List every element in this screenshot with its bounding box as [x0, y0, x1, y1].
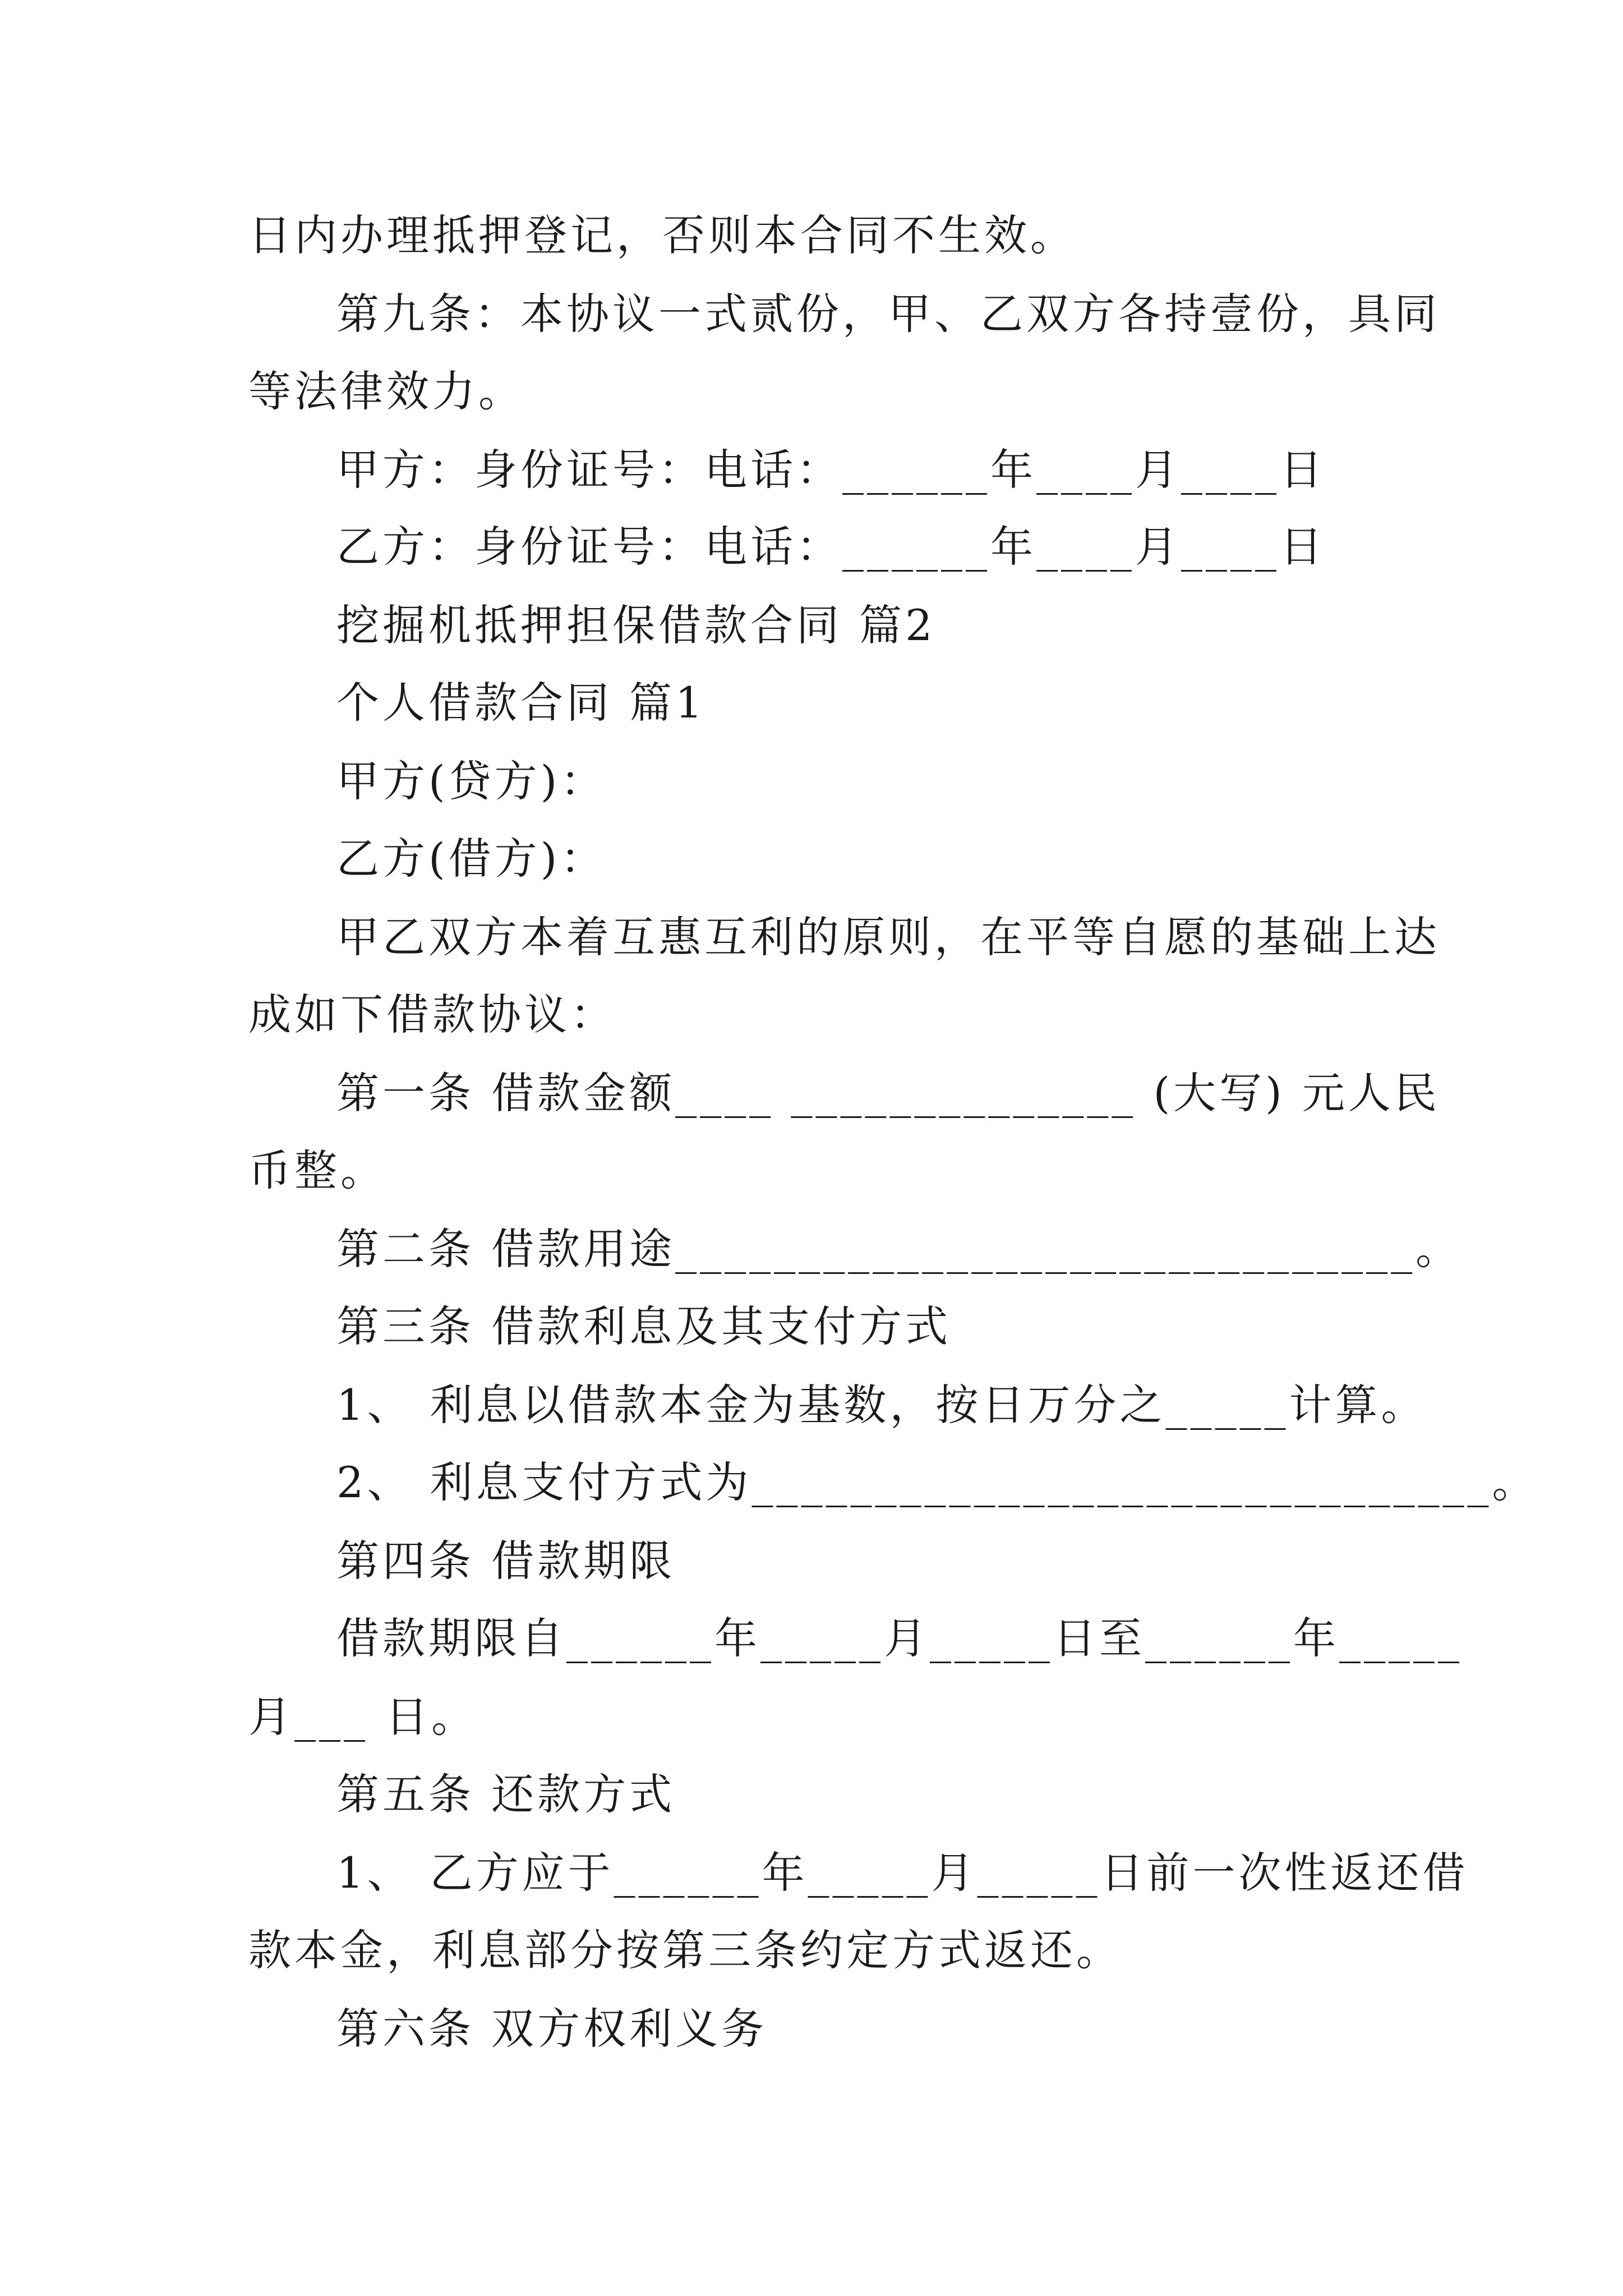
loan-term-line: 借款期限自______年_____月_____日至______年_____	[336, 1613, 1463, 1663]
paragraph-line: 等法律效力。	[248, 366, 524, 416]
borrower-line: 乙方(借方)：	[336, 834, 607, 884]
article-five-heading: 第五条 还款方式	[336, 1769, 676, 1819]
article-nine-line: 第九条：本协议一式贰份，甲、乙双方各持壹份，具同	[336, 289, 1440, 339]
article-three-heading: 第三条 借款利息及其支付方式	[336, 1301, 952, 1351]
lender-line: 甲方(贷方)：	[336, 756, 607, 806]
party-b-signature-line: 乙方：身份证号：电话：______年____月____日	[336, 522, 1326, 572]
interest-payment-line: 2、 利息支付方式为______________________________。	[336, 1457, 1538, 1507]
paragraph-line: 月___ 日。	[248, 1692, 478, 1742]
paragraph-line: 日内办理抵押登记，否则本合同不生效。	[248, 210, 1076, 260]
preamble-line: 甲乙双方本着互惠互利的原则，在平等自愿的基础上达	[336, 912, 1440, 962]
paragraph-line: 成如下借款协议：	[248, 990, 616, 1039]
article-six-heading: 第六条 双方权利义务	[336, 2004, 768, 2054]
section-heading: 个人借款合同 篇1	[336, 678, 706, 728]
article-one-line: 第一条 借款金额____ ______________ (大写) 元人民	[336, 1068, 1440, 1118]
paragraph-line: 币整。	[248, 1145, 386, 1195]
repayment-line: 1、 乙方应于______年_____月_____日前一次性返还借	[336, 1848, 1469, 1898]
party-a-signature-line: 甲方：身份证号：电话：______年____月____日	[336, 445, 1326, 495]
article-two-line: 第二条 借款用途______________________________。	[336, 1224, 1462, 1274]
section-heading: 挖掘机抵押担保借款合同 篇2	[336, 600, 936, 650]
article-four-heading: 第四条 借款期限	[336, 1536, 676, 1586]
paragraph-line: 款本金，利息部分按第三条约定方式返还。	[248, 1925, 1122, 1975]
interest-rate-line: 1、 利息以借款本金为基数，按日万分之_____计算。	[336, 1380, 1427, 1430]
